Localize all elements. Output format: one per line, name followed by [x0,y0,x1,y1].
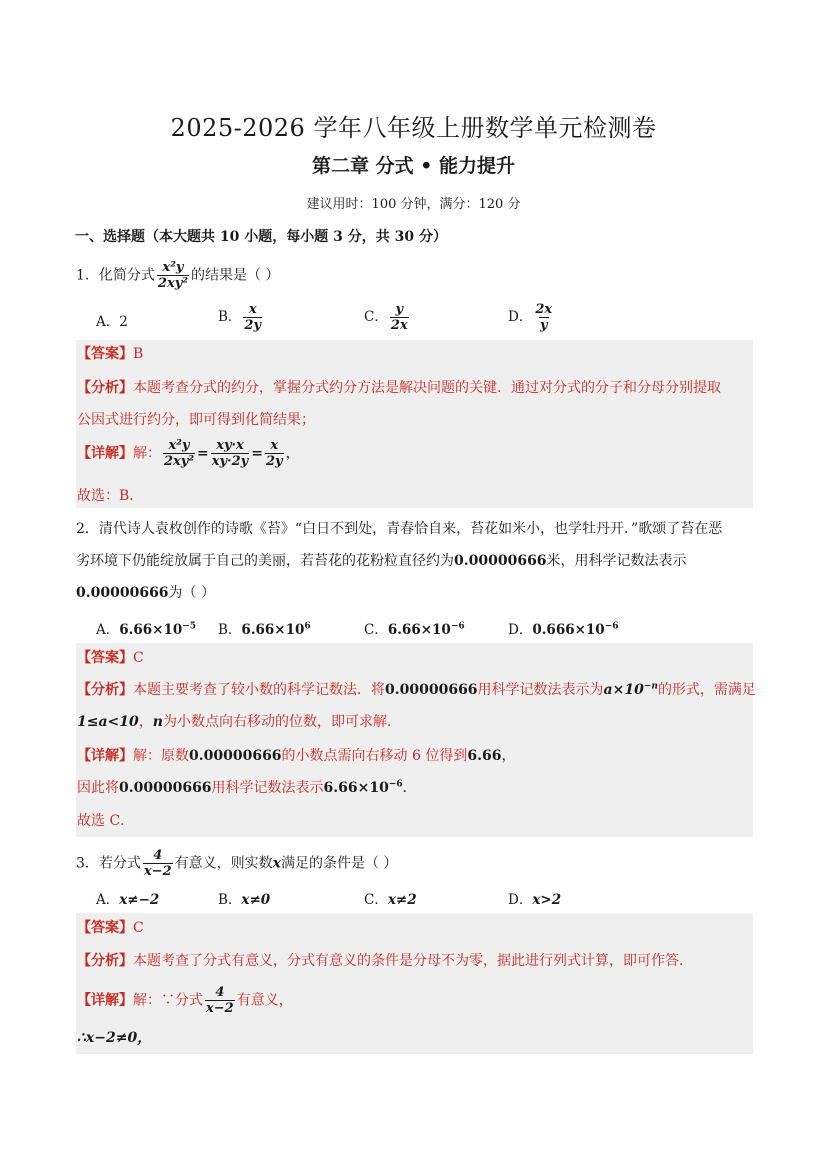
q1-option-b: B． $\frac{x}{2y}$ [218,302,262,333]
q3-analysis: 【分析】本题考查了分式有意义，分式有意义的条件是分母不为零，据此进行列式计算，即可作答． [77,953,693,969]
page-title: 2025-2026 学年八年级上册数学单元检测卷 [170,114,657,142]
q1-analysis: 【分析】本题考查分式的约分，掌握分式约分方法是解决问题的关键．通过对分式的分子和分母分别提取 [77,380,721,396]
question-2-line2: 劣环境下仍能绽放属于自己的美丽，若苔花的花粉粒直径约为0.00000666米，用科学记数法表示 [76,553,687,569]
q3-option-a: A．x≠−2 [96,892,160,908]
q3-solution-box [76,913,753,1054]
q2-solution-box [76,643,753,837]
q3-option-d: D．x>2 [508,892,562,908]
q2-answer: 【答案】C [77,650,144,666]
q2-conclusion: 故选 C． [77,813,135,829]
q2-option-a: A．$6.66\times 10^{-5}$ [96,621,197,638]
chapter-subtitle: 第二章 分式 • 能力提升 [312,155,515,177]
time-score-note: 建议用时：100 分钟，满分：120 分 [306,197,521,212]
question-2-line3: 0.00000666为（ ） [76,585,215,601]
question-1-stem: 1．化简分式 $\frac{\text{x²y}}{\text{2xy²}}$ 的结果是（ ） [76,260,280,291]
q3-option-c: C．x≠2 [364,892,417,908]
q1-answer: 【答案】B [77,346,144,362]
q2-detail-cont: 因此将0.00000666用科学记数法表示$6.66\times 10^{-6}$． [77,779,417,796]
section-heading: 一、选择题（本大题共 10 小题，每小题 3 分，共 30 分） [75,229,447,245]
q3-option-b: B．x≠0 [218,892,271,908]
q1-fraction: $\frac{\text{x²y}}{\text{2xy²}}$ [157,260,188,291]
q1-option-c: C． $\frac{y}{2x}$ [364,302,408,333]
q1-option-d: D． $\frac{2x}{y}$ [508,302,553,333]
q3-step: ∴x−2≠0， [77,1030,152,1046]
q2-analysis-cont: 1≤a<10，n为小数点向右移动的位数，即可求解． [77,714,401,730]
q2-option-d: D．$0.666\times 10^{-6}$ [508,621,619,638]
q1-analysis-cont: 公因式进行约分，即可得到化简结果； [77,412,315,428]
q2-detail: 【详解】解：原数0.00000666的小数点需向右移动 6 位得到6.66， [77,748,516,764]
q3-answer: 【答案】C [77,920,144,936]
q2-analysis: 【分析】本题主要考查了较小数的科学记数法．将0.00000666用科学记数法表示为$a\times 10^{-n}$的形式，需满足 [77,681,756,698]
question-3-stem: 3．若分式 $\frac{4}{x-2}$ 有意义，则实数x满足的条件是（ ） [76,848,398,879]
q2-option-c: C．$6.66\times 10^{-6}$ [364,621,465,638]
q1-conclusion: 故选：B． [77,488,144,504]
q1-option-a: A．2 [96,314,128,330]
question-2-line1: 2．清代诗人袁枚创作的诗歌《苔》“白日不到处，青春恰自来，苔花如米小，也学牡丹开．”歌颂了苔在恶 [76,521,723,537]
q3-detail: 【详解】解：∵分式 $\frac{4}{x-2}$ 有意义， [77,985,293,1016]
q2-option-b: B．$6.66\times 10^6$ [218,621,311,638]
q1-detail: 【详解】解： $\frac{\text{x²y}}{\text{2xy²}}$ = $\frac{xy\cdot x}{xy\cdot 2y}$ = $\frac{x}{2y}$ ， [77,438,300,469]
